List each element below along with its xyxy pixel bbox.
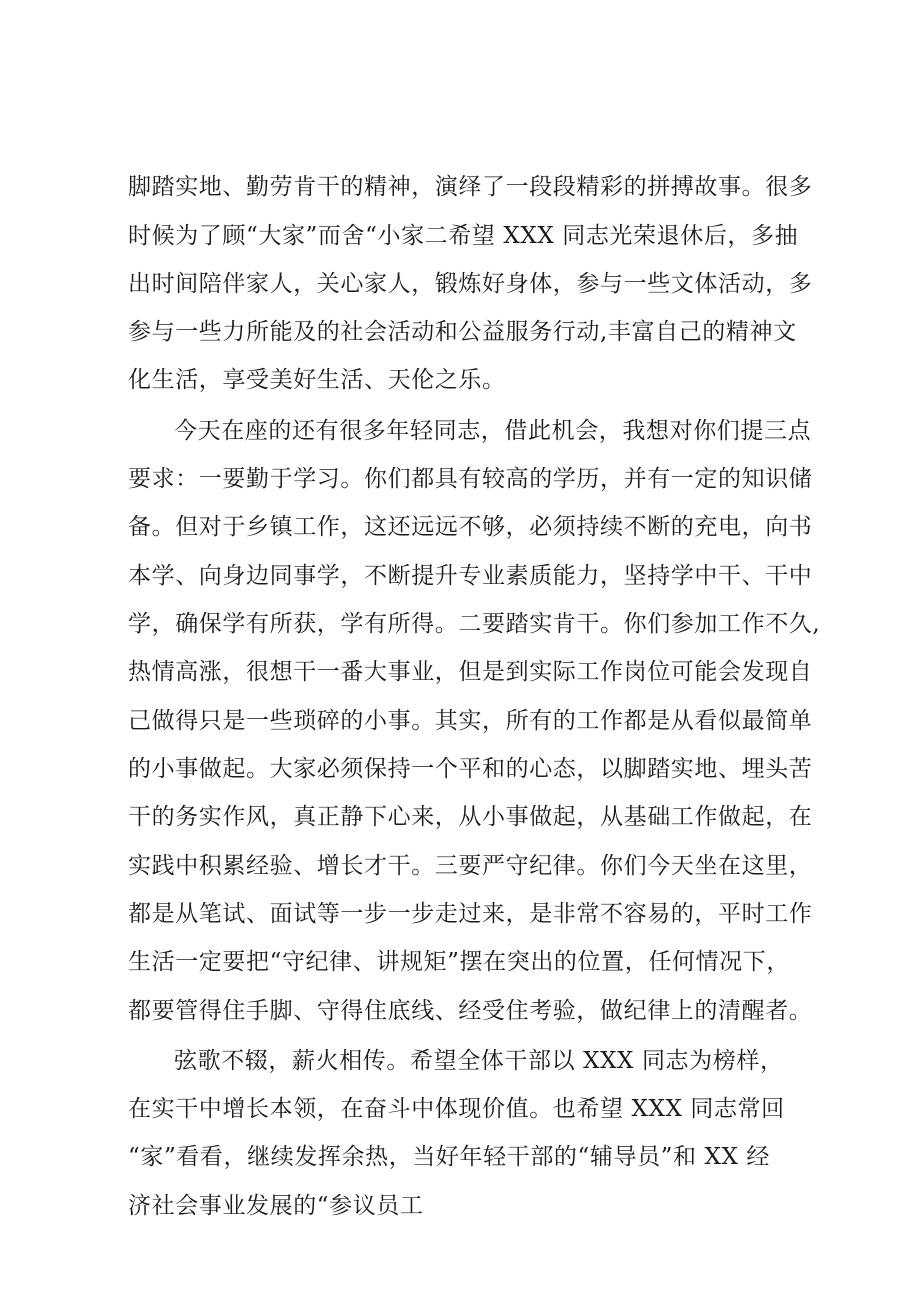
text-line: 学，确保学有所获，学有所得。二要踏实肯干。你们参加工作不久, <box>128 611 821 637</box>
text-line: 热情高涨，很想干一番大事业，但是到实际工作岗位可能会发现自 <box>128 659 813 685</box>
text-line: 济社会事业发展的“参议员工 <box>128 1193 424 1219</box>
text-line: 今天在座的还有很多年轻同志，借此机会，我想对你们提三点 <box>174 418 812 444</box>
text-line: 要求：一要勤于学习。你们都具有较高的学历，并有一定的知识储 <box>128 466 813 492</box>
text-line: 都是从笔试、面试等一步一步走过来，是非常不容易的，平时工作 <box>128 901 813 927</box>
text-line: 脚踏实地、勤劳肯干的精神，演绎了一段段精彩的拼搏故事。很多 <box>128 174 813 200</box>
text-line: 都要管得住手脚、守得住底线、经受住考验，做纪律上的清醒者。 <box>128 998 813 1024</box>
text-line: 在实干中增长本领，在奋斗中体现价值。也希望 XXX 同志常回 <box>128 1096 785 1122</box>
text-line: 己做得只是一些琐碎的小事。其实，所有的工作都是从看似最简单 <box>128 708 813 734</box>
text-line: 本学、向身边同事学，不断提升专业素质能力，坚持学中干、干中 <box>128 563 813 589</box>
text-line: 的小事做起。大家必须保持一个平和的心态，以脚踏实地、埋头苦 <box>128 756 813 782</box>
text-line: 出时间陪伴家人，关心家人，锻炼好身体，参与一些文体活动，多 <box>128 271 813 297</box>
text-line: 干的务实作风，真正静下心来，从小事做起，从基础工作做起，在 <box>128 804 813 830</box>
text-line: 弦歌不辍，薪火相传。希望全体干部以 XXX 同志为榜样， <box>174 1048 784 1074</box>
text-line: 化生活，享受美好生活、天伦之乐。 <box>128 367 506 393</box>
text-line: 备。但对于乡镇工作，这还远远不够，必须持续不断的充电，向书 <box>128 514 813 540</box>
text-line: 生活一定要把“守纪律、讲规矩”摆在突出的位置，任何情况下， <box>128 949 790 975</box>
text-line: 参与一些力所能及的社会活动和公益服务行动,丰富自己的精神文 <box>128 319 797 345</box>
text-line: 实践中积累经验、增长才干。三要严守纪律。你们今天坐在这里， <box>128 853 813 879</box>
text-line: 时候为了顾“大家”而舍“小家二希望 XXX 同志光荣退休后，多抽 <box>128 223 799 249</box>
text-line: “家”看看，继续发挥余热，当好年轻干部的“辅导员”和 XX 经 <box>128 1144 771 1170</box>
